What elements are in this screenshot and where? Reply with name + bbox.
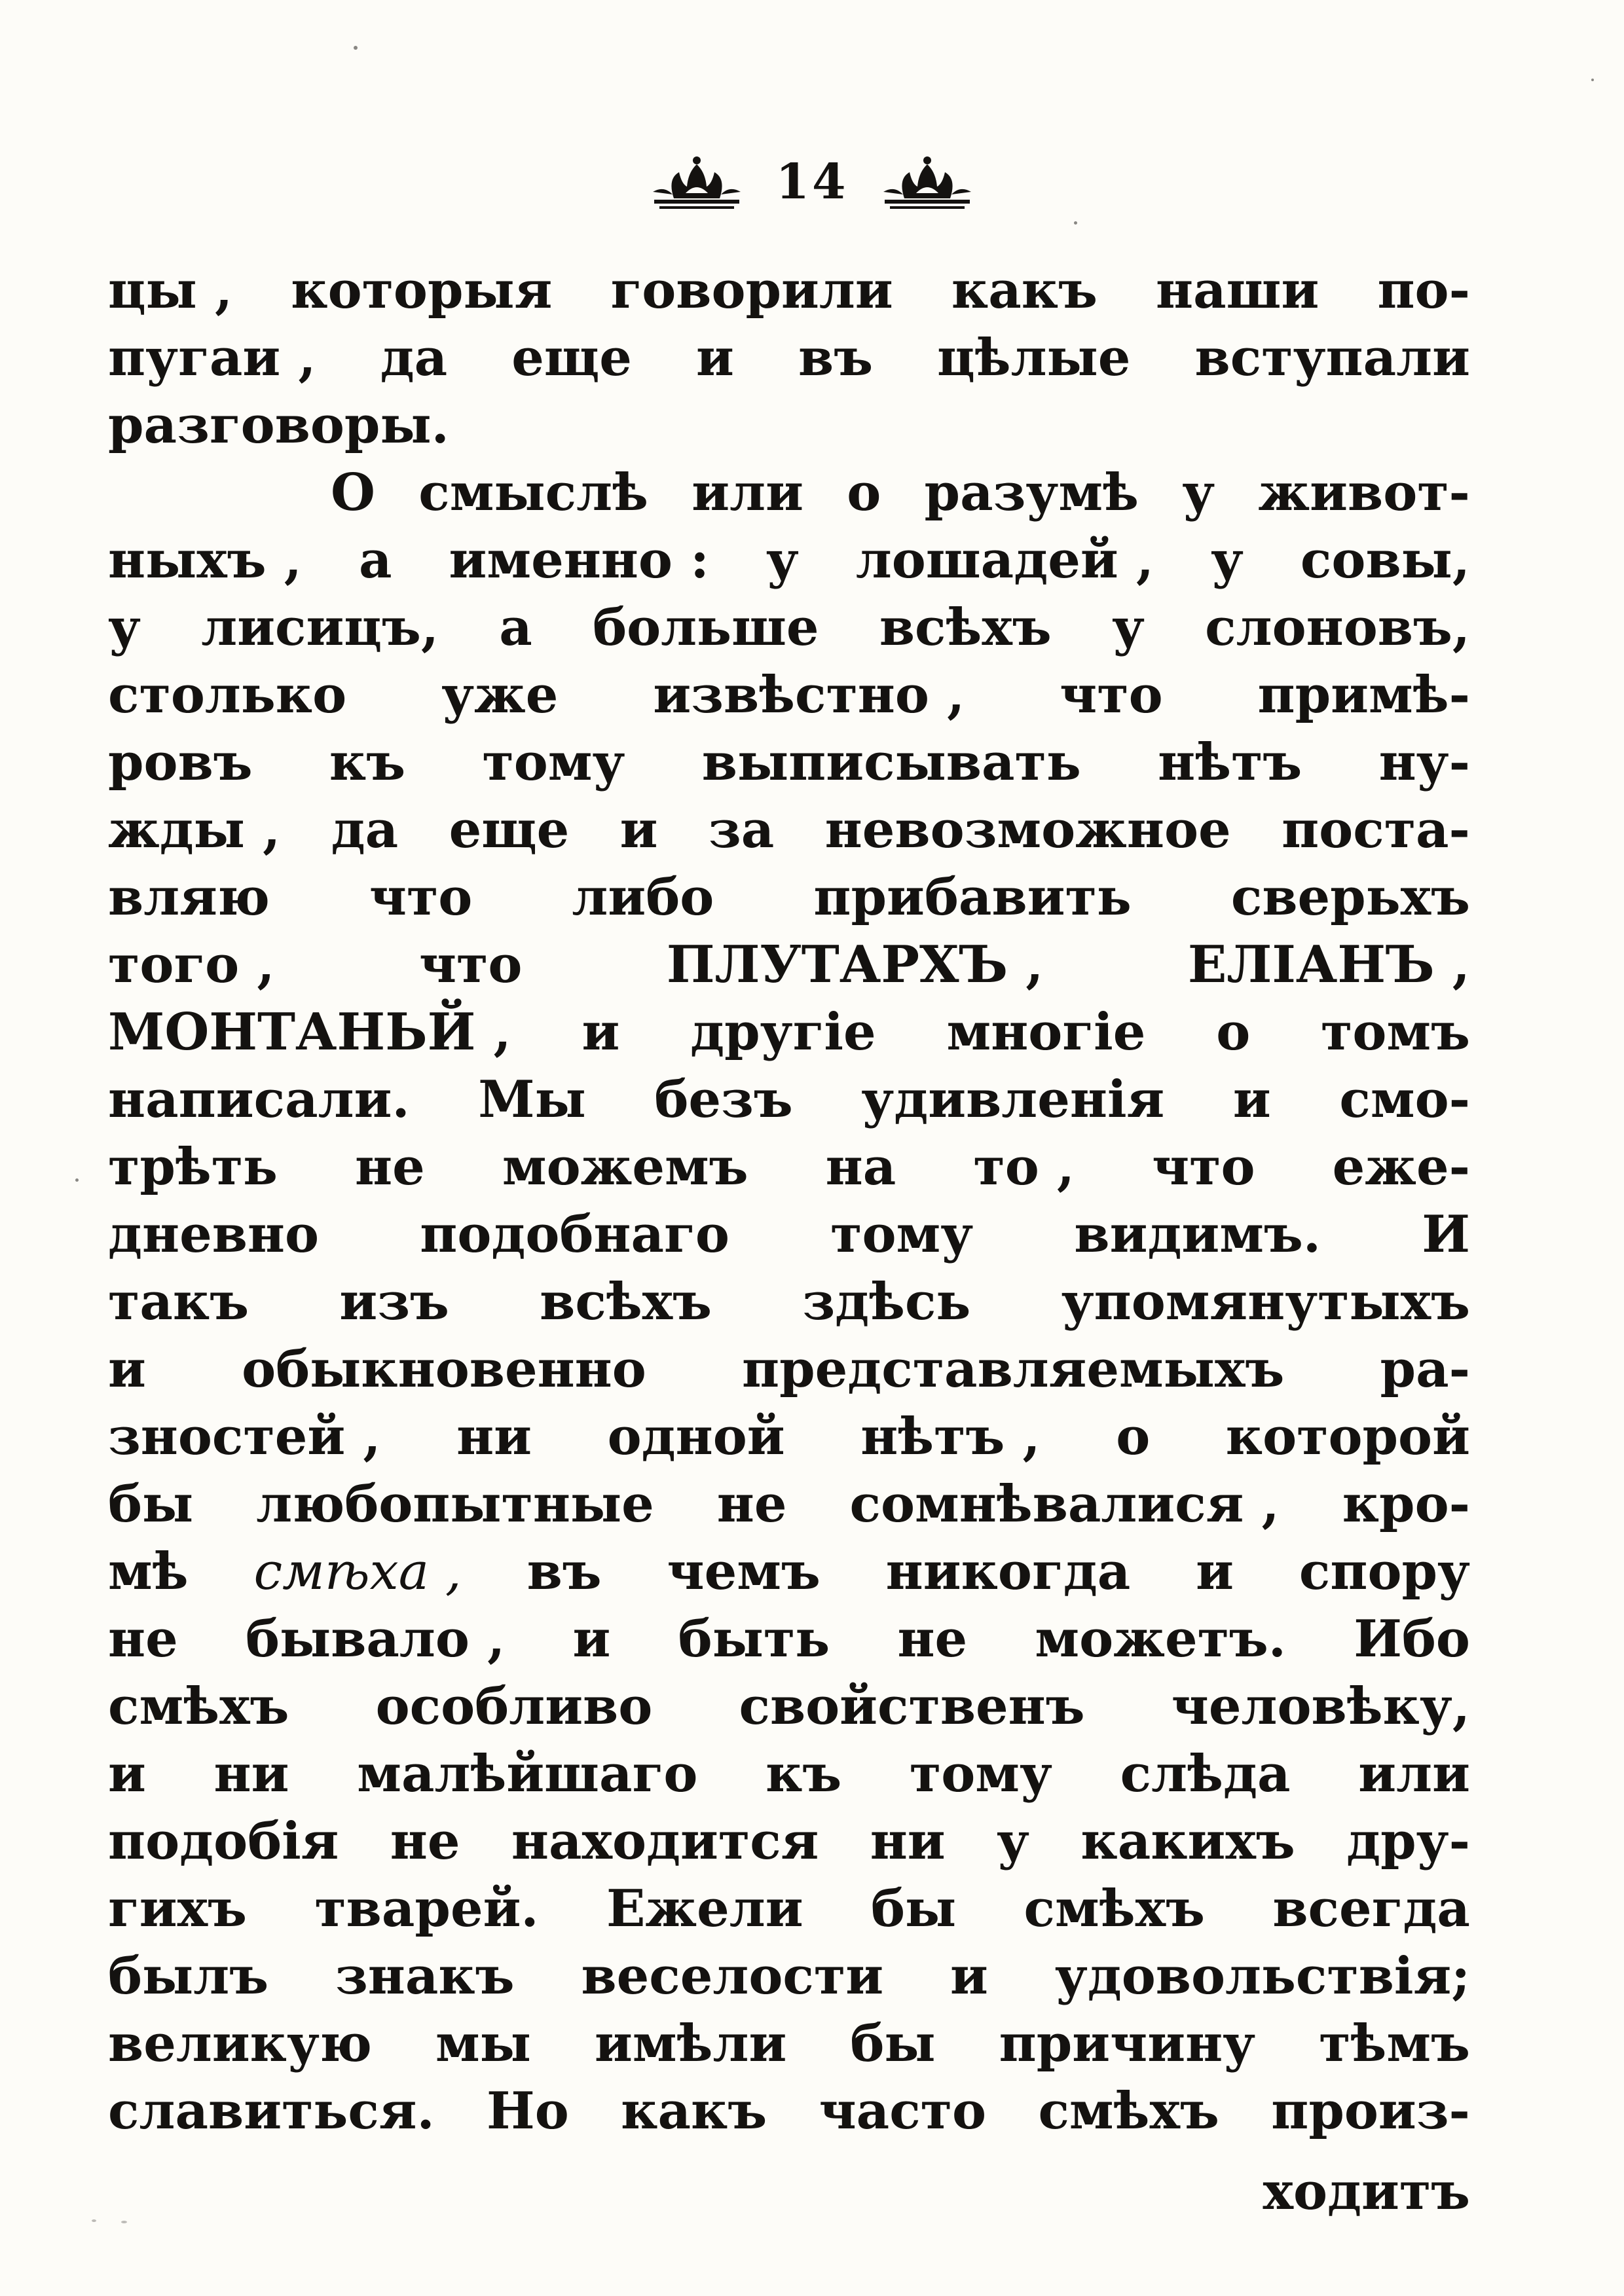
word: подобія [108, 1812, 339, 1871]
text-line [108, 594, 1470, 661]
word: слоновъ, [1205, 598, 1470, 657]
text-line [108, 1336, 1470, 1403]
word: невозможное [824, 800, 1231, 860]
word: что [369, 867, 473, 927]
word: всѣхъ [540, 1272, 712, 1332]
word: можетъ. [1035, 1609, 1286, 1669]
word: и [108, 1339, 146, 1399]
word: слѣда [1120, 1744, 1291, 1804]
word: вляю [108, 867, 270, 927]
word: ра- [1380, 1339, 1470, 1399]
text-line [108, 2077, 1470, 2145]
word: можемъ [502, 1137, 748, 1197]
word: да [331, 800, 399, 860]
word: одной [607, 1407, 785, 1467]
word: въ [526, 1542, 602, 1601]
word: смѣхъ [108, 1677, 289, 1736]
word: нѣтъ [1158, 733, 1302, 792]
word: или [692, 463, 803, 522]
word: о [1116, 1407, 1151, 1467]
word: произ- [1271, 2081, 1470, 2141]
word: уже [441, 665, 559, 725]
word: смѣхъ [1024, 1879, 1205, 1939]
word: другіе [690, 1002, 876, 1062]
word: выписывать [701, 733, 1081, 792]
text-line [108, 1605, 1470, 1673]
text-line [108, 1875, 1470, 1942]
paper-speck [75, 1178, 79, 1182]
word: еще [511, 328, 632, 388]
word: ныхъ , [108, 530, 302, 590]
word: подобнаго [420, 1205, 729, 1264]
word: да [380, 328, 448, 388]
word: говорили [610, 261, 893, 320]
word: тому [909, 1744, 1052, 1804]
text-line [108, 1808, 1470, 1875]
word: у [766, 530, 799, 590]
word: ну- [1378, 733, 1470, 792]
word: написали. [108, 1070, 410, 1129]
word: на [825, 1137, 896, 1197]
crown-ornament-icon [878, 153, 976, 211]
word: больше [593, 598, 819, 657]
body-text [108, 257, 1470, 2145]
word: здѣсь [802, 1272, 971, 1332]
word: О [331, 463, 375, 522]
text-line [108, 1268, 1470, 1336]
word: безъ [654, 1070, 793, 1129]
word: или [1358, 1744, 1470, 1804]
word: смѣхъ [1038, 2081, 1219, 2141]
word: а [358, 530, 392, 590]
text-line [108, 661, 1470, 729]
text-line [108, 392, 1470, 459]
word: ПЛУТАРХЪ , [666, 935, 1044, 994]
word: особливо [375, 1677, 653, 1736]
word: Ежели [606, 1879, 803, 1939]
word: пугаи , [108, 328, 316, 388]
word: именно : [449, 530, 709, 590]
word: и [619, 800, 658, 860]
text-line [108, 1470, 1470, 1538]
word: у [108, 598, 141, 657]
text-line [108, 1673, 1470, 1740]
word: къ [329, 733, 406, 792]
word: кро- [1342, 1474, 1470, 1534]
word: и [1196, 1542, 1234, 1601]
word: въ [798, 328, 874, 388]
word: за [708, 800, 775, 860]
text-line [108, 1740, 1470, 1808]
word: тварей. [314, 1879, 539, 1939]
word: тѣмъ [1319, 2014, 1470, 2073]
text-line [108, 796, 1470, 864]
word: цѣлые [937, 328, 1131, 388]
word: бы [850, 2014, 936, 2073]
word: МОНТАНЬЙ , [108, 1002, 511, 1062]
word: лисицъ, [201, 598, 439, 657]
word: цы , [108, 261, 233, 320]
word: спору [1299, 1542, 1470, 1601]
text-line [108, 931, 1470, 998]
word: И [1422, 1205, 1470, 1264]
word: такъ [108, 1272, 249, 1332]
word: и [581, 1002, 620, 1062]
word: не [716, 1474, 787, 1534]
word: у [1111, 598, 1145, 657]
word: сомнѣвалися , [849, 1474, 1280, 1534]
word: зностей , [108, 1407, 381, 1467]
word: дру- [1346, 1812, 1470, 1871]
word: разговоры. [108, 395, 449, 455]
text-line [108, 1066, 1470, 1133]
word: удивленія [861, 1070, 1165, 1129]
word: что [1152, 1137, 1255, 1197]
word: представляемыхъ [741, 1339, 1285, 1399]
word: томъ [1321, 1002, 1470, 1062]
word: и [108, 1744, 146, 1804]
word: любопытные [256, 1474, 654, 1534]
word: удовольствія; [1054, 1946, 1470, 2006]
word: свойственъ [739, 1677, 1085, 1736]
crown-ornament-icon [648, 153, 746, 211]
word: человѣку, [1171, 1677, 1470, 1736]
word: тому [482, 733, 625, 792]
word: ни [456, 1407, 532, 1467]
word: славиться. [108, 2081, 435, 2141]
paper-speck [121, 2221, 127, 2223]
word: ЕЛІАНЪ , [1187, 935, 1470, 994]
word: какъ [951, 261, 1098, 320]
word: часто [819, 2081, 987, 2141]
word: наши [1156, 261, 1320, 320]
word: примѣ- [1257, 665, 1470, 725]
word: малѣйшаго [357, 1744, 698, 1804]
word: и [1232, 1070, 1271, 1129]
word: у [1210, 530, 1244, 590]
word: которыя [291, 261, 553, 320]
word: поста- [1282, 800, 1470, 860]
word: что [418, 935, 523, 994]
word: обыкновенно [242, 1339, 646, 1399]
word: знакъ [335, 1946, 515, 2006]
word: чемъ [667, 1542, 821, 1601]
word: смо- [1339, 1070, 1470, 1129]
word: какъ [621, 2081, 767, 2141]
text-line [108, 526, 1470, 594]
text-line [108, 1403, 1470, 1470]
word: всегда [1272, 1879, 1470, 1939]
word: веселости [581, 1946, 884, 2006]
word: ни [870, 1812, 946, 1871]
word: столько [108, 665, 347, 725]
word: которой [1225, 1407, 1470, 1467]
word: разумѣ [924, 463, 1139, 522]
word: по- [1377, 261, 1470, 320]
catchword: ходитъ [1263, 2162, 1470, 2221]
word: имѣли [595, 2014, 787, 2073]
text-line [108, 1201, 1470, 1268]
word: ни [213, 1744, 289, 1804]
text-line [108, 2010, 1470, 2077]
word: и [950, 1946, 988, 2006]
text-line [108, 729, 1470, 796]
word: о [1216, 1002, 1251, 1062]
word: великую [108, 2014, 372, 2073]
word: всѣхъ [879, 598, 1052, 657]
word: не [390, 1812, 460, 1871]
word: упомянутыхъ [1061, 1272, 1470, 1332]
word: быть [678, 1609, 830, 1669]
word: изъ [339, 1272, 449, 1332]
word: что [1060, 665, 1163, 725]
paper-speck [1074, 221, 1077, 225]
word: Мы [478, 1070, 586, 1129]
word: смыслѣ [418, 463, 648, 522]
word: у [1182, 463, 1215, 522]
word: лошадей , [855, 530, 1154, 590]
page-header [0, 143, 1624, 221]
word: еже- [1332, 1137, 1470, 1197]
text-line [108, 324, 1470, 392]
text-line [108, 864, 1470, 931]
word: то , [973, 1137, 1075, 1197]
word: какихъ [1080, 1812, 1295, 1871]
paper-speck [354, 46, 358, 50]
word: жды , [108, 800, 281, 860]
word: и [572, 1609, 611, 1669]
word: еще [449, 800, 570, 860]
word: того , [108, 935, 275, 994]
paper-speck [92, 2219, 96, 2222]
word: находится [511, 1812, 819, 1871]
word: нѣтъ , [860, 1407, 1041, 1467]
text-line [108, 998, 1470, 1066]
word: не [108, 1609, 178, 1669]
page-number: 14 [775, 154, 849, 210]
word: трѣть [108, 1137, 278, 1197]
text-line [108, 1942, 1470, 2010]
word: о [847, 463, 881, 522]
word: видимъ. [1074, 1205, 1321, 1264]
word: бы [870, 1879, 957, 1939]
word: бывало , [245, 1609, 506, 1669]
word: а [499, 598, 532, 657]
text-line [108, 257, 1470, 324]
text-line [108, 1133, 1470, 1201]
word: дневно [108, 1205, 320, 1264]
word: тому [830, 1205, 974, 1264]
word: живот- [1258, 463, 1470, 522]
word: къ [766, 1744, 842, 1804]
word: извѣстно , [653, 665, 965, 725]
word: совы, [1300, 530, 1470, 590]
word: былъ [108, 1946, 269, 2006]
word: мѣ [108, 1542, 189, 1601]
word-italic: смѣха , [253, 1542, 462, 1601]
word: никогда [885, 1542, 1131, 1601]
word: либо [572, 867, 714, 927]
word: не [897, 1609, 968, 1669]
word: Но [487, 2081, 569, 2141]
word: гихъ [108, 1879, 247, 1939]
word: ровъ [108, 733, 253, 792]
word: Ибо [1354, 1609, 1470, 1669]
word: и [696, 328, 734, 388]
word: у [997, 1812, 1029, 1871]
paper-speck [1591, 79, 1594, 81]
word: многіе [946, 1002, 1146, 1062]
word: мы [435, 2014, 531, 2073]
text-line-paragraph-start [108, 459, 1470, 526]
word: вступали [1194, 328, 1470, 388]
text-line [108, 1538, 1470, 1605]
word: прибавить [813, 867, 1132, 927]
word: не [355, 1137, 425, 1197]
word: сверьхъ [1230, 867, 1470, 927]
word: бы [108, 1474, 194, 1534]
word: причину [999, 2014, 1256, 2073]
